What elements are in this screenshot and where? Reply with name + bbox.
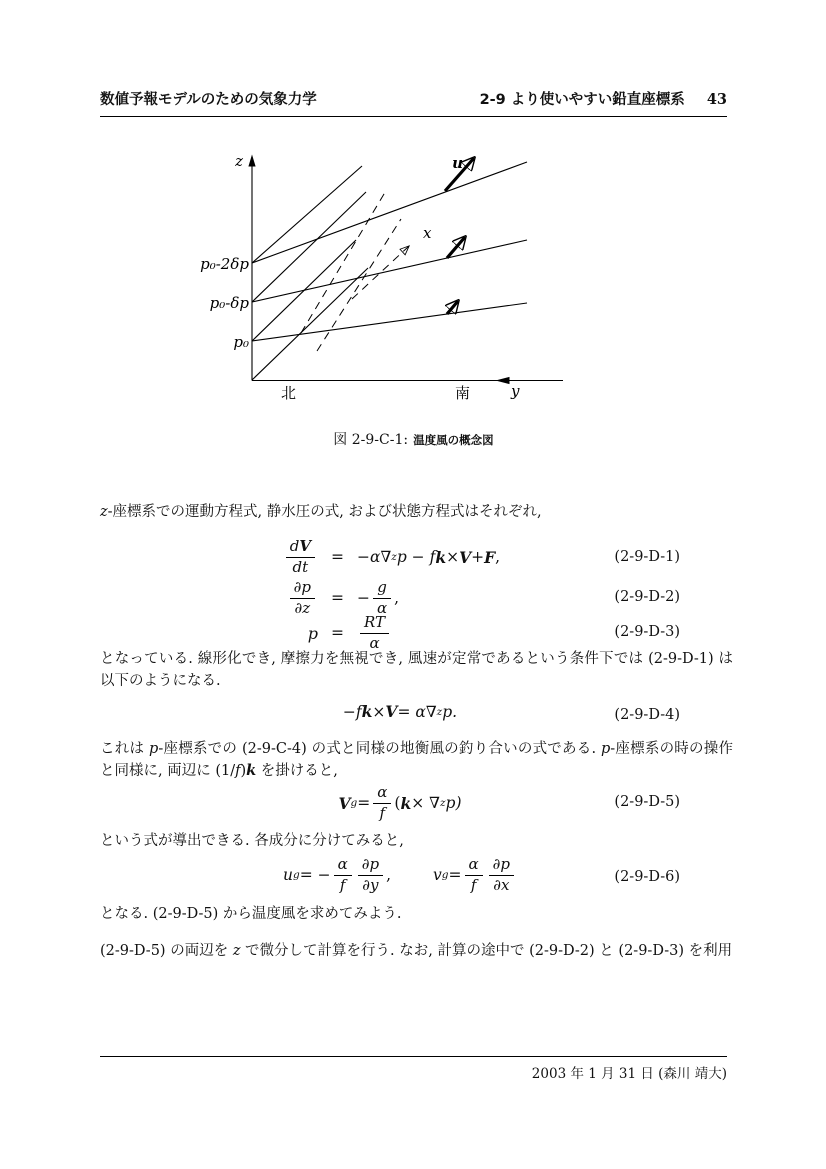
fraction: $\frac{g}{\alpha}$ <box>373 579 391 617</box>
fraction: $\frac{\partial p}{\partial y}$ <box>358 856 383 894</box>
equation-number: (2-9-D-3) <box>614 624 680 640</box>
isobar-line-p0 <box>252 303 527 341</box>
y-axis-arrowhead-icon <box>496 377 510 384</box>
surface-edge-p0 <box>252 240 356 341</box>
paragraph-2: となっている. 線形化でき, 摩擦力を無視でき, 風速が定常であるという条件下では (2-9-D-1) は以下のようになる. <box>100 651 733 689</box>
thermal-wind-figure <box>200 145 580 410</box>
equation-number: (2-9-D-5) <box>614 794 680 810</box>
pressure-label-p0-2dp: p₀-2δp <box>200 255 249 273</box>
equation-2-9-d-2: $\frac{\partial p}{\partial z}$ = − $\frac{g}{\alpha}$ , (2-9-D-2) <box>100 579 727 615</box>
isobar-line-p0-dp <box>252 240 527 302</box>
equation-number: (2-9-D-6) <box>614 869 680 885</box>
wind-arrow-lower <box>447 301 458 314</box>
fraction: $\frac{\alpha}{f}$ <box>334 856 352 894</box>
x-axis-label: x <box>423 224 432 242</box>
paragraph-5: となる. (2-9-D-5) から温度風を求めてみよう. <box>100 906 402 922</box>
equation-2-9-d-5: V g = $\frac{\alpha}{f}$ ( k × ∇ z p) (2-9-D-5) <box>338 783 680 822</box>
y-axis-label: y <box>511 382 520 400</box>
paragraph-6: (2-9-D-5) の両辺を z で微分して計算を行う. なお, 計算の途中で (2-9-D-2) と (2-9-D-3) を利用 <box>100 943 733 959</box>
fraction: $\frac{\alpha}{f}$ <box>465 856 483 894</box>
fraction: $\frac{\partial p}{\partial z}$ <box>290 579 315 617</box>
page-header <box>100 88 727 117</box>
fraction: $\frac{\partial p}{\partial x}$ <box>489 856 514 894</box>
figure-caption <box>100 429 727 449</box>
equals-sign: = <box>331 548 344 567</box>
math-var: z <box>100 504 108 520</box>
equation-2-9-d-4: −f k × V = α∇ z p. (2-9-D-4) <box>342 702 680 723</box>
equation-2-9-d-1: $\frac{dV}{dt}$ = −α∇ z p − f k × V + F , (2-9-D-1) <box>100 538 727 576</box>
paragraph-3: これは p-座標系での (2-9-C-4) の式と同様の地衡風の釣り合いの式である. p-座標系の時の操作と同様に, 両辺に (1/f)k を掛けると, <box>100 741 734 779</box>
fraction: $\frac{dV}{dt}$ <box>286 538 315 576</box>
figure-caption-text: 温度風の概念図 <box>413 433 494 447</box>
equation-number: (2-9-D-2) <box>614 589 680 605</box>
figure-caption-number: 図 2-9-C-1: <box>333 432 409 448</box>
footer-date-author: 2003 年 1 月 31 日 (森川 靖大) <box>531 1066 727 1082</box>
isobar-line-p0-2dp <box>252 162 527 263</box>
page-footer <box>100 1056 727 1082</box>
book-title: 数値予報モデルのための気象力学 <box>100 92 317 108</box>
equals-sign: = <box>331 624 344 643</box>
paragraph-1 <box>100 501 733 523</box>
north-label: 北 <box>281 384 297 402</box>
pressure-label-p0-dp: p₀-δp <box>209 294 249 312</box>
text-run: -座標系での運動方程式, 静水圧の式, および状態方程式はそれぞれ, <box>107 504 542 520</box>
hidden-edge-1 <box>301 189 387 333</box>
fraction: $\frac{RT}{\alpha}$ <box>360 614 389 652</box>
equation-2-9-d-3: p = $\frac{RT}{\alpha}$ (2-9-D-3) <box>307 613 680 652</box>
pressure-label-p0: p₀ <box>233 333 249 351</box>
fraction: $\frac{\alpha}{f}$ <box>373 784 391 822</box>
page-number: 43 <box>706 91 727 108</box>
equation-2-9-d-6: u g = − $\frac{\alpha}{f}$ $\frac{\partial p}{\partial y}$ , v g = $\frac{\alpha}{f}$ $\frac{\partial p}{\partial x}$ (2-9-D-6) <box>282 855 680 894</box>
equation-number: (2-9-D-1) <box>614 549 680 565</box>
equation-number: (2-9-D-4) <box>614 707 680 723</box>
section-title: 2-9 より使いやすい鉛直座標系 <box>479 92 685 108</box>
paragraph-4: という式が導出できる. 各成分に分けてみると, <box>100 833 404 849</box>
z-axis-label: z <box>235 152 243 170</box>
wind-speed-label: u <box>452 154 463 172</box>
equals-sign: = <box>331 589 344 608</box>
z-axis-arrowhead-icon <box>248 155 255 167</box>
south-label: 南 <box>455 384 471 402</box>
